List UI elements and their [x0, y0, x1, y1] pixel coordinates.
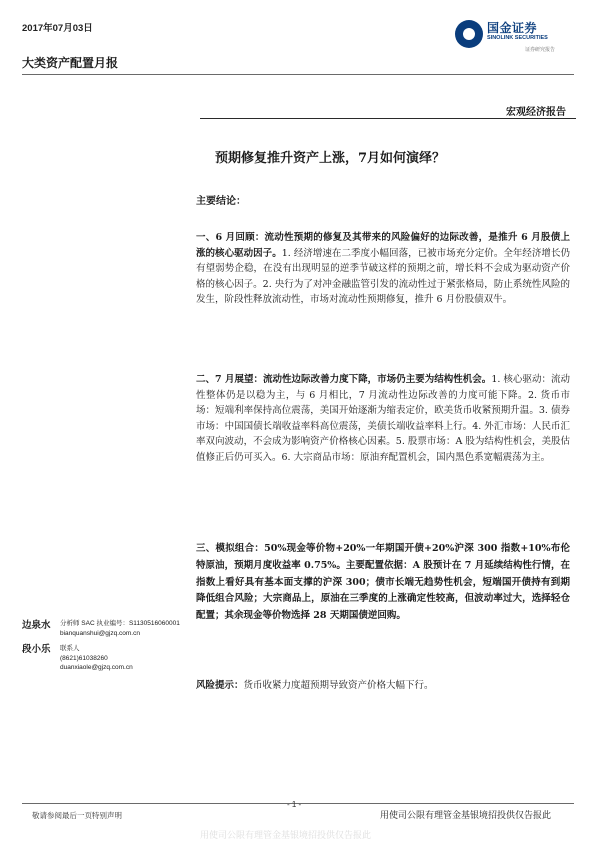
page-number: - 1 -: [287, 800, 302, 809]
logo-subtitle: 证券研究报告: [525, 47, 556, 53]
analyst-role: 分析师 SAC 执业编号：S1130516060001: [60, 620, 180, 627]
contact-name: 段小乐: [22, 644, 51, 655]
contact-role: 联系人: [60, 645, 80, 652]
section-label: 主要配置依据：: [345, 559, 413, 571]
section-july-outlook: [196, 372, 570, 465]
logo-cn-name: 国金证券: [487, 21, 538, 35]
analyst-name: 边泉水: [22, 620, 51, 631]
risk-label: 风险提示：: [196, 680, 244, 691]
analyst-meta: [60, 619, 180, 638]
footer-watermark-text: 用使司公限有理管金基银境招投供仅告报此: [380, 811, 552, 821]
contact-email[interactable]: duanxiaole@gjzq.com.cn: [60, 664, 133, 671]
section-body: 1. 经济增速在二季度小幅回落，已被市场充分定价。全年经济增长仍有望弱势企稳，在没有出现明显的逆季节破这样的预期之前，增长料不会成为驱动资产价格的核心因子。2. 央行为了对冲金融监管引发的流动性过于紧张格局，防止系统性风险的发生，阶段性释放流动性，市场对流动性预期修复，推升 6 月份股债双牛。: [196, 247, 570, 305]
logo-en-name: SINOLINK SECURITIES: [487, 35, 548, 41]
section-body: 1. 核心驱动：流动性整体仍是以稳为主，与 6 月相比，7 月流动性边际改善的力度可能下降。2. 货币市场：短端利率保持高位震荡，美国开始逐渐为缩表定价，欧美货币收紧预期升温。3. 债券市场：中国国债长端收益率料高位震荡，美债长端收益率料上行。4. 外汇市场：人民币汇率双向波动，不会成为影响资产价格核心因素。5. 股票市场：A 股为结构性机会，美股估值修正后仍可买入。6. 大宗商品市场：原油弃配置机会，国内黑色系宽幅震荡为主。: [196, 374, 571, 463]
analyst-email[interactable]: bianquanshui@gjzq.com.cn: [60, 629, 140, 637]
company-logo: [455, 18, 575, 62]
contact-phone: (8621)61038260: [60, 654, 108, 662]
report-type: 大类资产配置月报: [22, 56, 119, 70]
section-body: A 股预计在 7 月延续结构性行情，在指数上看好具有基本面支撑的沪深 300；债市长端无趋势性机会，短端国开债持有到期降低组合风险；大宗商品上，原油在三季度的上涨确定性较高，但波动率过大，选择轻仓配置；其余现金等价物选择 28 天期国债逆回购。: [196, 559, 570, 622]
footer-disclaimer: 敬请参阅最后一页特别声明: [32, 811, 122, 820]
category-divider: [200, 118, 576, 119]
summary-heading: 主要结论：: [196, 196, 246, 207]
section-portfolio: [196, 541, 570, 625]
risk-warning: [196, 678, 570, 693]
footer-watermark-faint: 用使司公限有理管金基银境招投供仅告报此: [200, 831, 372, 841]
section-heading: 三、模拟组合：50%现金等价物+20%一年期国开债+20%沪深 300 指数+10%布伦特原油，预期月度收益率 0.75%。: [196, 543, 570, 571]
section-heading: 一、6 月回顾：流动性预期的修复及其带来的风险偏好的边际改善，是推升 6 月股债上涨的核心驱动因子。: [196, 232, 570, 259]
contact-meta: [60, 644, 133, 673]
report-date: 2017年07月03日: [22, 23, 93, 34]
risk-text: 货币收紧力度超预期导致资产价格大幅下行。: [243, 680, 434, 691]
section-june-review: [196, 230, 570, 308]
logo-icon: [455, 20, 483, 48]
section-heading: 二、7 月展望：流动性边际改善力度下降，市场仍主要为结构性机会。: [196, 374, 492, 385]
report-category: 宏观经济报告: [506, 107, 566, 118]
page-title: 预期修复推升资产上涨，7月如何演绎？: [215, 151, 446, 166]
header-divider: [22, 74, 574, 75]
